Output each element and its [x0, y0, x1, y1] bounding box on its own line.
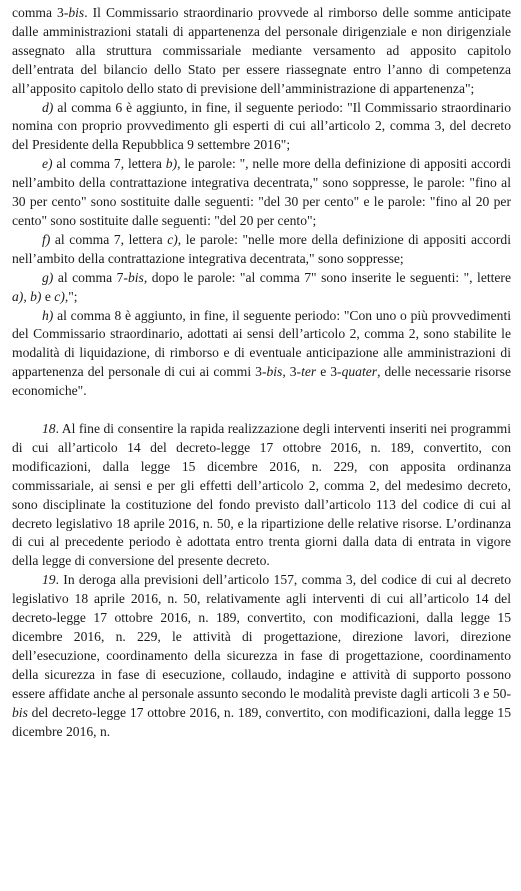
italic-text-segment: c) [167, 231, 178, 247]
text-segment: , le parole: "nelle more della definizione di appositi accordi nell’ambito della contrattazione integrativa decentrata," sono soppresse; [12, 231, 511, 266]
text-segment: ,"; [64, 288, 78, 304]
text-segment: , 3- [282, 364, 302, 380]
italic-text-segment: bis [127, 269, 144, 285]
text-segment: , delle necessarie risorse economiche". [12, 364, 511, 399]
italic-text-segment: b) [30, 288, 42, 304]
italic-text-segment: 19 [42, 572, 56, 588]
paragraph-letter-f [12, 231, 511, 269]
text-segment: al comma 7, lettera [50, 231, 168, 247]
text-segment: . Al fine di consentire la rapida realizzazione degli interventi inseriti nei programmi di cui all’articolo 14 del decreto-legge 17 ottobre 2016, n. 189, convertito, con modificazioni, dalla legge 15 dicembre 2016, n. 229, con apposita ordinanza commissariale, ai sensi e per gli effetti dell’articolo 2, comma 2, del medesimo decreto, sono disciplinate la costituzione del fondo previsto dall’articolo 113 del codice di cui al decreto legislativo 18 aprile 2016, n. 50, e la ripartizione delle relative risorse. L’ordinanza di cui al precedente periodo è adottata entro trenta giorni dalla data di entrata in vigore della legge di conversione del presente decreto. [12, 421, 511, 569]
text-segment: del decreto-legge 17 ottobre 2016, n. 189, convertito, con modificazioni, dalla legge 15 dicembre 2016, n. [12, 704, 511, 739]
text-segment: e 3- [316, 364, 342, 380]
italic-text-segment: bis [68, 5, 85, 20]
text-segment: al comma 7- [53, 269, 128, 285]
italic-text-segment: bis [12, 704, 28, 720]
text-segment: . In deroga alla previsioni dell’articolo 157, comma 3, del codice di cui al decreto legislativo 18 aprile 2016, n. 50, relativamente agli interventi di cui all’articolo 14 del decreto-legge 17 ottobre 2016, n. 189, convertito, con modificazioni, dalla legge 15 dicembre 2016, n. 229, le attività di progettazione, direzione lavori, direzione dell’esecuzione, coordinamento della sicurezza in fase di progettazione, coordinamento della sicurezza in fase di esecuzione, collaudo, indagine e attività di supporto possono essere affidate anche al personale assunto secondo le modalità previste dagli articoli 3 e 50- [12, 572, 511, 701]
text-segment: , dopo le parole: "al comma 7" sono inserite le seguenti: ", lettere [143, 269, 511, 285]
italic-text-segment: a) [12, 288, 24, 304]
italic-text-segment: b) [165, 156, 178, 172]
paragraph-letter-h [12, 307, 511, 402]
italic-text-segment: 18 [42, 421, 56, 437]
paragraph-letter-e [12, 155, 511, 231]
text-segment: al comma 8 è aggiunto, in fine, il seguente periodo: "Con uno o più provvedimenti del Commissario straordinario, adottati ai sensi dell’articolo 2, comma 2, sono stabilite le modalità di liquidazione, di rimborso e di eventuale anticipazione alle amministrazioni di appartenenza del personale di cui ai commi 3- [12, 307, 511, 380]
text-segment: e [41, 288, 55, 304]
italic-text-segment: quater [341, 364, 378, 380]
italic-text-segment: c) [54, 288, 65, 304]
italic-text-segment: bis [266, 364, 283, 380]
italic-text-segment: ter [301, 364, 317, 380]
text-segment: comma 3- [12, 5, 69, 20]
paragraph-comma-3-bis-continuation [12, 4, 511, 99]
paragraph-letter-d [12, 99, 511, 156]
text-segment: , [23, 288, 31, 304]
paragraph-letter-g [12, 269, 511, 307]
italic-text-segment: f) [42, 231, 51, 247]
italic-text-segment: d) [42, 99, 54, 115]
text-segment: . Il Commissario straordinario provvede al rimborso delle somme anticipate dalle amministrazioni statali di appartenenza del personale dirigenziale e non dirigenziale assegnato alla struttura commissariale mediante versamento ad apposito capitolo dell’entrata del bilancio dello Stato per essere riassegnate entro l’anno di competenza all’apposito capitolo dello stato di previsione dell’amministrazione di appartenenza"; [12, 5, 512, 96]
italic-text-segment: e) [42, 156, 53, 172]
paragraph-comma-19 [12, 571, 511, 741]
paragraph-comma-18 [12, 420, 511, 571]
text-segment: al comma 6 è aggiunto, in fine, il seguente periodo: "Il Commissario straordinario nomina con proprio provvedimento gli esperti di cui all’articolo 2, comma 3, del decreto del Presidente della Repubblica 9 settembre 2016"; [12, 99, 511, 153]
text-segment: , le parole: ", nelle more della definizione di appositi accordi nell’ambito della contrattazione integrativa decentrata," sono soppresse, le parole: "fino al 30 per cento" sono sostituite dalle seguenti: "del 30 per cento" e le parole: "fino al 20 per cento" sono sostituite dalle seguenti: "del 20 per cento"; [12, 156, 511, 228]
text-segment: al comma 7, lettera [52, 156, 166, 172]
italic-text-segment: g) [42, 269, 54, 285]
italic-text-segment: h) [42, 307, 54, 323]
